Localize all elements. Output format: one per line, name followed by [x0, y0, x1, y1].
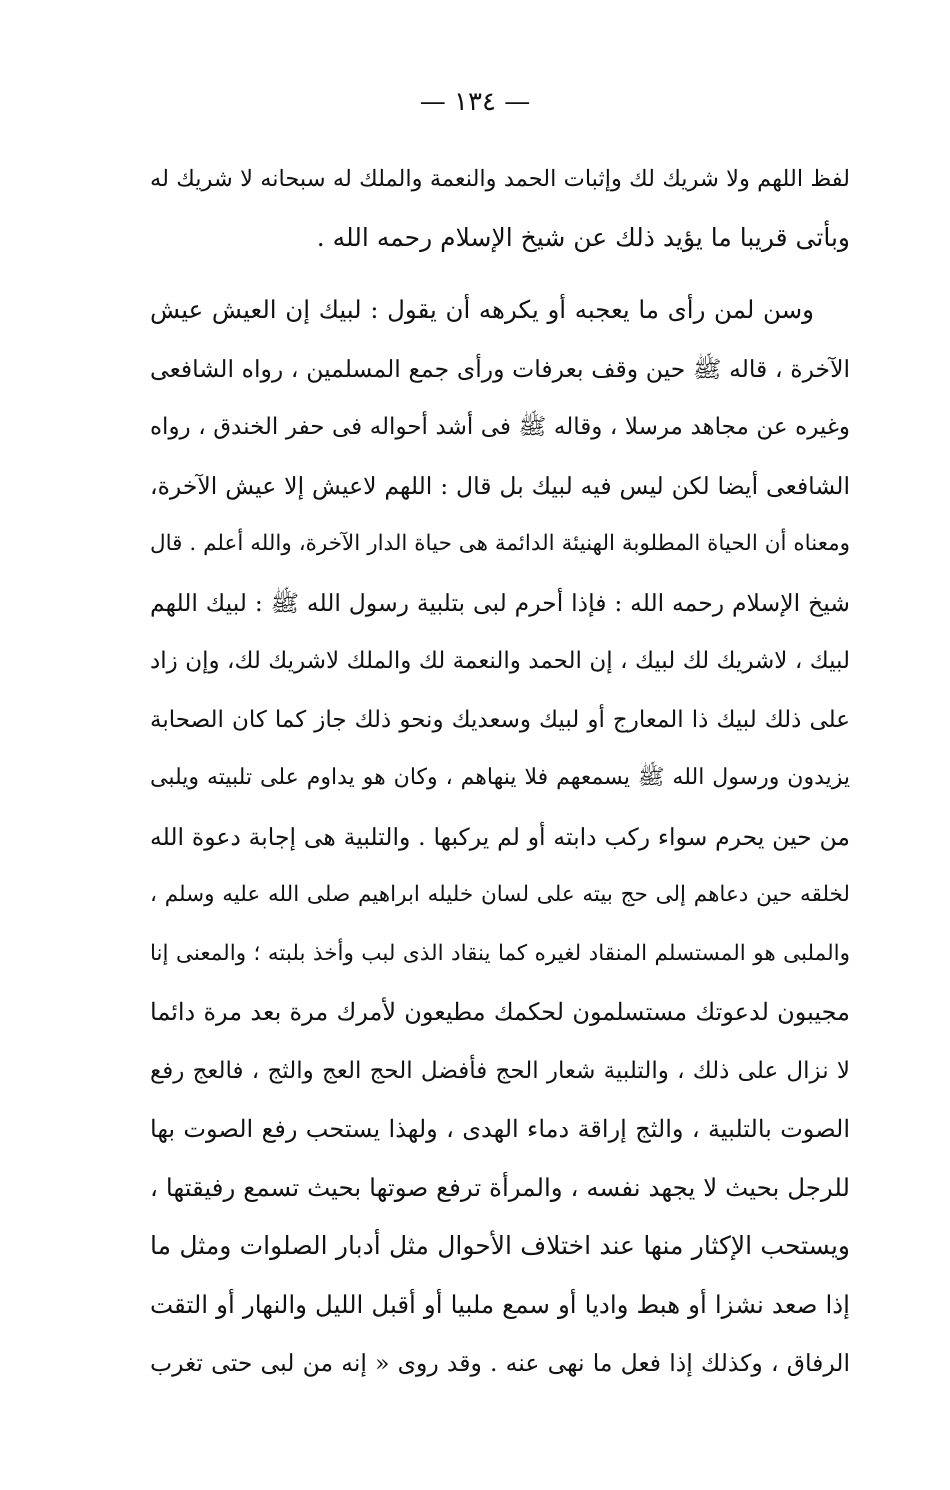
text-line: لفظ اللهم ولا شريك لك وإثبات الحمد والنعمة والملك له سبحانه لا شريك له: [150, 166, 850, 192]
text-line: وسن لمن رأى ما يعجبه أو يكرهه أن يقول : لبيك إن العيش عيش: [150, 295, 814, 324]
text-line: الصوت بالتلبية ، والثج إراقة دماء الهدى ، ولهذا يستحب رفع الصوت بها: [150, 1115, 850, 1143]
text-line: إذا صعد نشزا أو هبط واديا أو سمع ملبيا أو أقبل الليل والنهار أو التقت: [150, 1289, 850, 1319]
text-line: لا نزال على ذلك ، والتلبية شعار الحج فأفضل الحج العج والثج ، فالعج رفع: [150, 1057, 850, 1084]
page-number: — ١٣٤ —: [419, 87, 531, 117]
text-line: والملبى هو المستسلم المنقاد لغيره كما ينقاد الذى لبب وأخذ بلبته ؛ والمعنى إنا: [150, 940, 850, 966]
text-line: وبأتى قريبا ما يؤيد ذلك عن شيخ الإسلام رحمه الله .: [316, 222, 850, 252]
text-line: شيخ الإسلام رحمه الله : فإذا أحرم لبى بتلبية رسول الله ﷺ : لبيك اللهم: [150, 588, 850, 617]
text-line: من حين يحرم سواء ركب دابته أو لم يركبها . والتلبية هى إجابة دعوة الله: [150, 822, 850, 851]
text-line: الشافعى أيضا لكن ليس فيه لبيك بل قال : اللهم لاعيش إلا عيش الآخرة،: [150, 471, 850, 500]
text-line: الآخرة ، قاله ﷺ حين وقف بعرفات ورأى جمع المسلمين ، رواه الشافعى: [150, 354, 850, 383]
text-line: للرجل بحيث لا يجهد نفسه ، والمرأة ترفع صوتها بحيث تسمع رفيقتها ،: [150, 1172, 850, 1202]
text-line: ومعناه أن الحياة المطلوبة الهنيئة الدائمة هى حياة الدار الآخرة، والله أعلم . قال: [150, 531, 850, 556]
paragraph-gap: [150, 267, 850, 281]
text-line: وغيره عن مجاهد مرسلا ، وقاله ﷺ فى أشد أحواله فى حفر الخندق ، رواه: [150, 414, 850, 440]
text-line: الرفاق ، وكذلك إذا فعل ما نهى عنه . وقد روى « إنه من لبى حتى تغرب: [150, 1349, 850, 1377]
text-line: يزيدون ورسول الله ﷺ يسمعهم فلا ينهاهم ، وكان هو يداوم على تلبيته ويلبى: [150, 765, 850, 790]
text-line: لبيك ، لاشريك لك لبيك ، إن الحمد والنعمة لك والملك لاشريك لك، وإن زاد: [150, 648, 850, 674]
text-line: مجيبون لدعوتك مستسلمون لحكمك مطيعون لأمرك مرة بعد مرة دائما: [150, 998, 850, 1026]
text-line: على ذلك لبيك ذا المعارج أو لبيك وسعديك ونحو ذلك جاز كما كان الصحابة: [150, 706, 850, 733]
text-line: لخلقه حين دعاهم إلى حج بيته على لسان خليله ابراهيم صلى الله عليه وسلم ،: [150, 882, 850, 907]
text-line: ويستحب الإكثار منها عند اختلاف الأحوال مثل أدبار الصلوات ومثل ما: [150, 1231, 850, 1260]
body-text: [150, 150, 850, 1393]
